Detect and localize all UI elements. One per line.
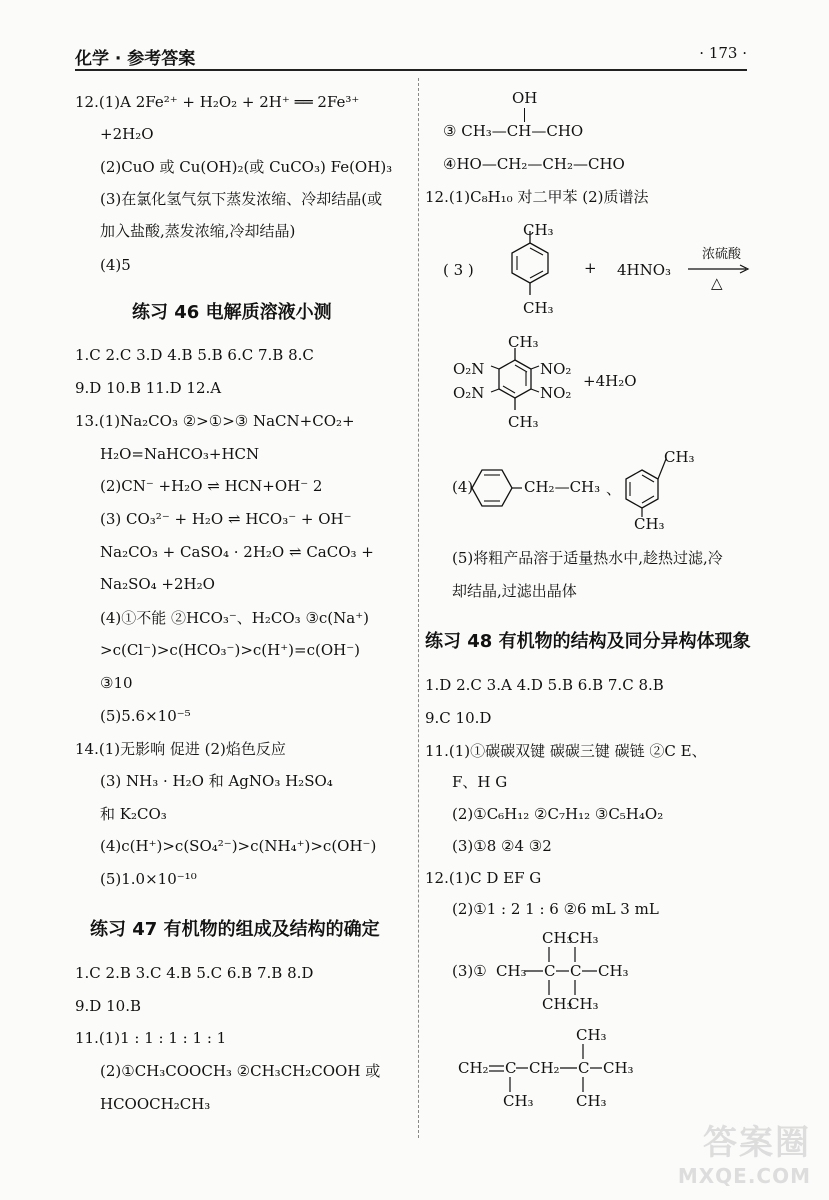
product-o2n-upper: O₂N xyxy=(453,360,485,378)
s46-line17: (5)1.0×10⁻¹⁰ xyxy=(100,870,197,888)
m-xylene-ch3-top: CH₃ xyxy=(664,448,695,466)
f3-ch3-top2: CH₃ xyxy=(568,929,599,947)
s46-line15: 和 K₂CO₃ xyxy=(100,805,167,823)
f3-c-1: C xyxy=(544,962,556,980)
product-ch3-bottom: CH₃ xyxy=(508,413,539,431)
f4-c-1: C xyxy=(505,1059,517,1077)
section-heading-47: 练习 47 有机物的组成及结构的确定 xyxy=(90,919,380,940)
oh-substituent: OH xyxy=(512,89,538,107)
condition-heat: △ xyxy=(711,274,723,292)
watermark xyxy=(678,1115,811,1188)
f4-ch3-right: CH₃ xyxy=(603,1059,634,1077)
section-heading-48: 练习 48 有机物的结构及同分异构体现象 xyxy=(425,631,751,652)
s46-line2: 9.D 10.B 11.D 12.A xyxy=(75,379,222,397)
s48-line2: 9.C 10.D xyxy=(425,709,492,727)
f3-ch3-right: CH₃ xyxy=(598,962,629,980)
reaction-label: ( 3 ) xyxy=(443,261,474,279)
answer-12-line1: 12.(1)A 2Fe²⁺ + H₂O₂ + 2H⁺ ══ 2Fe³⁺ xyxy=(75,93,360,111)
answer-12-line3: (2)CuO 或 Cu(OH)₂(或 CuCO₃) Fe(OH)₃ xyxy=(100,158,393,176)
isomer-separator: 、 xyxy=(606,480,622,498)
right-line3: 12.(1)C₈H₁₀ 对二甲苯 (2)质谱法 xyxy=(425,188,649,206)
column-divider xyxy=(418,78,419,1138)
f3-ch3-top1: CH₃ xyxy=(542,929,573,947)
f4-ch2-left: CH₂ xyxy=(458,1059,489,1077)
answer-12-line6: (4)5 xyxy=(100,256,131,274)
product-no2-lower: NO₂ xyxy=(540,384,572,402)
s47-line1: 1.C 2.B 3.C 4.B 5.C 6.B 7.B 8.D xyxy=(75,964,314,982)
s48-line7: 12.(1)C D EF G xyxy=(425,869,542,887)
page-number: · 173 · xyxy=(699,44,747,62)
answer-12-line5: 加入盐酸,蒸发浓缩,冷却结晶) xyxy=(100,222,296,240)
ethylbenzene-ring xyxy=(470,465,516,511)
answer-12-line4: (3)在氯化氢气氛下蒸发浓缩、冷却结晶(或 xyxy=(100,190,383,208)
s46-line5: (2)CN⁻ +H₂O ⇌ HCN+OH⁻ 2 xyxy=(100,477,323,495)
s48-line4: F、H G xyxy=(452,773,508,791)
s46-line7: Na₂CO₃ + CaSO₄ · 2H₂O ⇌ CaCO₃ + xyxy=(100,543,374,561)
s46-line9: (4)①不能 ②HCO₃⁻、H₂CO₃ ③c(Na⁺) xyxy=(100,609,369,627)
s48-line5: (2)①C₆H₁₂ ②C₇H₁₂ ③C₅H₄O₂ xyxy=(452,805,664,823)
tetramethylbutane-bonds xyxy=(525,945,605,997)
f3-ch3-bot1: CH₃ xyxy=(542,995,573,1013)
s47-line3: 11.(1)1 : 1 : 1 : 1 : 1 xyxy=(75,1029,227,1047)
trimethylpentene-bonds xyxy=(480,1042,610,1094)
s48-line8: (2)①1 : 2 1 : 6 ②6 mL 3 mL xyxy=(452,900,659,918)
ch3-bottom: CH₃ xyxy=(523,299,554,317)
f4-c-2: C xyxy=(578,1059,590,1077)
right-line4: (5)将粗产品溶于适量热水中,趁热过滤,冷 xyxy=(452,549,723,567)
oh-bond xyxy=(524,108,525,122)
m-xylene-ch3-bottom: CH₃ xyxy=(634,515,665,533)
watermark-line2: MXQE.COM xyxy=(677,1164,811,1188)
header-title: 化学 · 参考答案 xyxy=(75,49,196,69)
plus-sign: + xyxy=(584,259,597,277)
s46-line3: 13.(1)Na₂CO₃ ②>①>③ NaCN+CO₂+ xyxy=(75,412,355,430)
s48-line1: 1.D 2.C 3.A 4.D 5.B 6.B 7.C 8.B xyxy=(425,676,664,694)
s46-line4: H₂O=NaHCO₃+HCN xyxy=(100,445,260,463)
s46-line6: (3) CO₃²⁻ + H₂O ⇌ HCO₃⁻ + OH⁻ xyxy=(100,510,352,528)
isomer-label: (4) xyxy=(452,478,474,496)
f4-ch3-bot1: CH₃ xyxy=(503,1092,534,1110)
s46-line11: ③10 xyxy=(100,674,133,692)
f3-ch3-bot2: CH₃ xyxy=(568,995,599,1013)
condition-catalyst: 浓硫酸 xyxy=(702,247,742,262)
right-line1: ③ CH₃—CH—CHO xyxy=(443,122,584,140)
header-rule xyxy=(75,69,747,71)
s48-line6: (3)①8 ②4 ③2 xyxy=(452,837,552,855)
f4-ch3-top: CH₃ xyxy=(576,1026,607,1044)
product-ch3-top: CH₃ xyxy=(508,333,539,351)
s46-line12: (5)5.6×10⁻⁵ xyxy=(100,707,191,725)
s46-line13: 14.(1)无影响 促进 (2)焰色反应 xyxy=(75,740,286,758)
product-o2n-lower: O₂N xyxy=(453,384,485,402)
f4-ch2-mid: CH₂ xyxy=(529,1059,560,1077)
s47-line5: HCOOCH₂CH₃ xyxy=(100,1095,211,1113)
answer-12-line2: +2H₂O xyxy=(100,125,154,143)
s46-line10: >c(Cl⁻)>c(HCO₃⁻)>c(H⁺)=c(OH⁻) xyxy=(100,641,360,659)
s46-line8: Na₂SO₄ +2H₂O xyxy=(100,575,215,593)
f4-ch3-bot2: CH₃ xyxy=(576,1092,607,1110)
right-line2: ④HO—CH₂—CH₂—CHO xyxy=(443,155,625,173)
s47-line4: (2)①CH₃COOCH₃ ②CH₃CH₂COOH 或 xyxy=(100,1062,381,1080)
right-line5: 却结晶,过滤出晶体 xyxy=(452,582,577,600)
product-water: +4H₂O xyxy=(583,372,637,390)
section-heading-46: 练习 46 电解质溶液小测 xyxy=(132,302,332,323)
s47-line2: 9.D 10.B xyxy=(75,997,141,1015)
page-header xyxy=(75,40,747,68)
watermark-line1: 答案圈 xyxy=(703,1123,811,1163)
formula-label: (3)① xyxy=(452,962,487,980)
s46-line16: (4)c(H⁺)>c(SO₄²⁻)>c(NH₄⁺)>c(OH⁻) xyxy=(100,837,377,855)
s46-line14: (3) NH₃ · H₂O 和 AgNO₃ H₂SO₄ xyxy=(100,772,333,790)
s46-line1: 1.C 2.C 3.D 4.B 5.B 6.C 7.B 8.C xyxy=(75,346,314,364)
f3-ch3-left: CH₃ xyxy=(496,962,527,980)
nitric-acid: 4HNO₃ xyxy=(617,261,672,279)
f3-c-2: C xyxy=(570,962,582,980)
product-no2-upper: NO₂ xyxy=(540,360,572,378)
s48-line3: 11.(1)①碳碳双键 碳碳三键 碳链 ②C E、 xyxy=(425,742,707,760)
ethyl-chain: CH₂—CH₃ xyxy=(524,478,601,496)
ch3-top: CH₃ xyxy=(523,221,554,239)
